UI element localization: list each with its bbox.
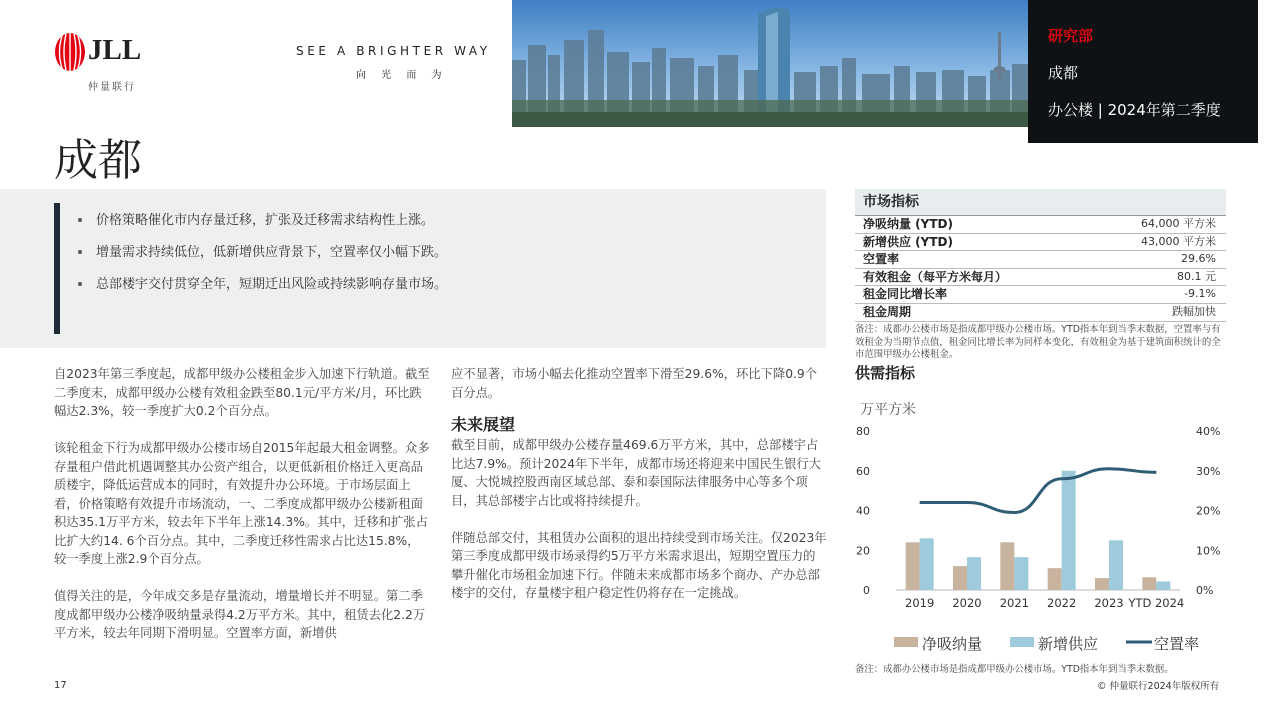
y-tick-label: 20: [856, 544, 870, 558]
x-tick-label: 2020: [952, 596, 982, 610]
y-tick-label: 0: [863, 584, 870, 597]
y-tick-label: 60: [856, 464, 870, 478]
y-axis-label: 万平方米: [860, 402, 916, 418]
legend-label: 新增供应: [1038, 635, 1099, 653]
metrics-row: 租金同比增长率 -9.1%: [855, 286, 1226, 304]
y2-tick-label: 40%: [1196, 425, 1221, 438]
highlights-box: [0, 189, 826, 348]
jll-logo-mark-icon: [54, 32, 86, 72]
metrics-row: 新增供应 (YTD) 43,000 平方米: [855, 234, 1226, 252]
legend-swatch: [1010, 637, 1034, 647]
page-number: 17: [54, 680, 67, 691]
y2-tick-label: 0%: [1196, 584, 1214, 597]
bullet-icon: [78, 282, 82, 286]
chart-note: 备注：成都办公楼市场是指成都甲级办公楼市场。YTD指本年到当季末数据。: [855, 664, 1174, 675]
body-column-1: [54, 365, 430, 661]
y-tick-label: 40: [856, 504, 870, 518]
highlight-item: 增量需求持续低位，低新增供应背景下，空置率仅小幅下跌。: [78, 241, 447, 273]
page-title: 成都: [54, 135, 142, 186]
tagline-cn: 向 光 而 为: [356, 70, 448, 81]
supply-demand-chart: [850, 395, 1230, 660]
department-label: 研究部: [1048, 27, 1094, 45]
y2-tick-label: 30%: [1196, 464, 1221, 478]
legend-swatch: [894, 637, 918, 647]
bullet-icon: [78, 250, 82, 254]
bar-net-absorption: [953, 566, 967, 590]
bar-net-absorption: [1095, 578, 1109, 590]
metrics-row: 租金周期 跌幅加快: [855, 304, 1226, 322]
logo-text: JLL: [88, 34, 142, 66]
highlights-list: [78, 209, 447, 305]
x-tick-label: 2021: [999, 596, 1029, 610]
metrics-note: 备注：成都办公楼市场是指成都甲级办公楼市场。YTD指本年到当季末数据，空置率与有效租金为当期节点值，租金同比增长率为同样本变化，有效租金为基于建筑面积统计的全市范围甲级办公楼租金。: [855, 324, 1221, 360]
period-label: 办公楼 | 2024年第二季度: [1048, 101, 1221, 119]
legend-label: 净吸纳量: [922, 635, 983, 653]
body-paragraph: 自2023年第三季度起，成都甲级办公楼租金步入加速下行轨道。截至二季度末，成都甲级办公楼有效租金跌至80.1元/平方米/月，环比跌幅达2.3%，较一季度扩大0.2个百分点。: [54, 367, 430, 418]
body-paragraph: 伴随总部交付，其租赁办公面积的退出持续受到市场关注。仅2023年第三季度成都甲级市场录得约5万平方米需求退出，短期空置压力的攀升催化市场租金加速下行。伴随未来成都市场多个商办、产办总部楼宇的交付，存量楼宇租户稳定性仍将存在一定挑战。: [451, 530, 827, 600]
y2-tick-label: 10%: [1196, 544, 1221, 558]
bullet-icon: [78, 218, 82, 222]
jll-logo: [54, 30, 144, 92]
bar-new-supply: [1062, 471, 1076, 590]
metrics-title: 市场指标: [855, 189, 1226, 216]
market-metrics-table: [855, 189, 1226, 322]
body-column-2: [451, 365, 827, 621]
x-tick-label: 2023: [1094, 596, 1124, 610]
bar-net-absorption: [1000, 542, 1014, 590]
legend-label: 空置率: [1154, 635, 1200, 653]
highlights-accent-bar: [54, 203, 60, 334]
bar-net-absorption: [906, 542, 920, 590]
tagline: SEE A BRIGHTER WAY: [296, 44, 491, 58]
bar-new-supply: [967, 557, 981, 590]
city-skyline-photo: [512, 0, 1030, 127]
copyright: © 仲量联行2024年版权所有: [1097, 681, 1220, 692]
x-tick-label: YTD 2024: [1128, 596, 1185, 610]
highlight-item: 价格策略催化市内存量迁移，扩张及迁移需求结构性上涨。: [78, 209, 447, 241]
bar-new-supply: [1156, 581, 1170, 590]
highlight-item: 总部楼宇交付贯穿全年，短期迁出风险或持续影响存量市场。: [78, 273, 447, 305]
x-tick-label: 2022: [1047, 596, 1077, 610]
supply-demand-title: 供需指标: [855, 364, 916, 382]
outlook-heading: 未来展望: [451, 415, 516, 434]
x-tick-label: 2019: [905, 596, 935, 610]
logo-cn-text: 仲量联行: [88, 82, 136, 93]
y-tick-label: 80: [856, 425, 870, 438]
bar-net-absorption: [1142, 577, 1156, 590]
body-paragraph: 截至目前，成都甲级办公楼存量469.6万平方米，其中，总部楼宇占比达7.9%。预计2024年下半年，成都市场还将迎来中国民生银行大厦、大悦城控股西南区域总部、泰和泰国际法律服务中心等多个项目，其总部楼宇占比或将持续提升。: [451, 438, 821, 508]
bar-new-supply: [920, 538, 934, 590]
city-label: 成都: [1048, 64, 1079, 82]
report-info-box: [1028, 0, 1258, 143]
vacancy-rate-line: [920, 469, 1157, 513]
body-paragraph: 值得关注的是，今年成交多是存量流动，增量增长并不明显。第二季度成都甲级办公楼净吸纳量录得4.2万平方米。其中，租赁去化2.2万平方米，较去年同期下滑明显。空置率方面，新增供: [54, 589, 426, 640]
body-paragraph: 应不显著，市场小幅去化推动空置率下滑至29.6%，环比下降0.9个百分点。: [451, 367, 818, 400]
bar-new-supply: [1014, 557, 1028, 590]
metrics-row: 空置率 29.6%: [855, 251, 1226, 269]
y2-tick-label: 20%: [1196, 504, 1221, 518]
bar-net-absorption: [1048, 568, 1062, 590]
metrics-row: 净吸纳量 (YTD) 64,000 平方米: [855, 216, 1226, 234]
metrics-row: 有效租金（每平方米每月） 80.1 元: [855, 269, 1226, 287]
body-paragraph: 该轮租金下行为成都甲级办公楼市场自2015年起最大租金调整。众多存量租户借此机遇调整其办公资产组合，以更低新租价格迁入更高品质楼宇，降低运营成本的同时，有效提升办公环境。于市场层面上看，价格策略有效提升市场流动，一、二季度成都甲级办公楼新租面积达35.1万平方米，较去年下半年上涨14.3%。其中，迁移和扩张占比扩大约14. 6个百分点。其中，二季度迁移性需求占比达15.8%，较一季度上涨2.9个百分点。: [54, 441, 430, 566]
bar-new-supply: [1109, 540, 1123, 590]
